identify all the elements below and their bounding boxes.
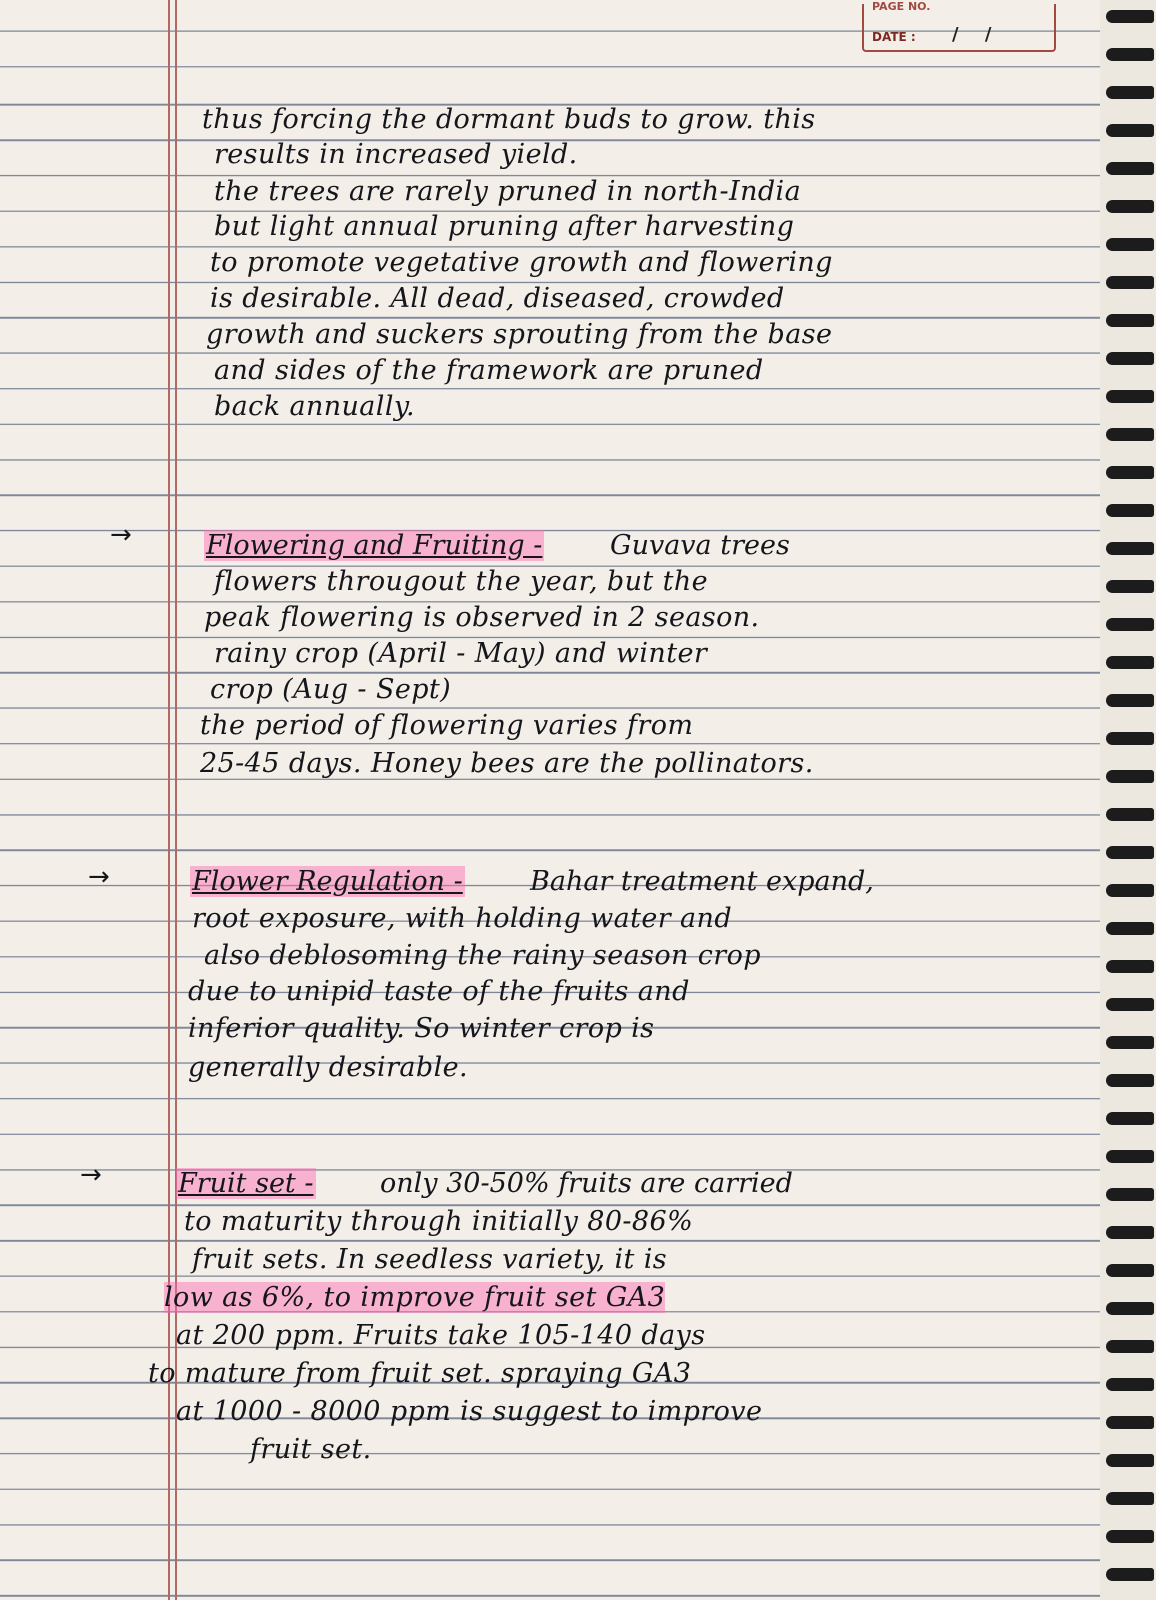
spiral-coil xyxy=(1106,1454,1154,1467)
spiral-coil xyxy=(1106,1264,1154,1277)
spiral-coil xyxy=(1106,1340,1154,1353)
section-heading-regulation: Flower Regulation - xyxy=(192,866,463,897)
text-line: the period of flowering varies from xyxy=(200,710,694,741)
page-number-label: PAGE NO. xyxy=(872,0,931,13)
spiral-coil xyxy=(1106,1416,1154,1429)
text-line: only 30-50% fruits are carried xyxy=(380,1168,793,1199)
spiral-coil xyxy=(1106,238,1154,251)
spiral-coil xyxy=(1106,352,1154,365)
spiral-coil xyxy=(1106,694,1154,707)
text-line: to promote vegetative growth and flowering xyxy=(210,247,833,278)
text-line: flowers througout the year, but the xyxy=(214,566,709,597)
spiral-coil xyxy=(1106,162,1154,175)
text-line: crop (Aug - Sept) xyxy=(210,674,452,705)
spiral-coil xyxy=(1106,542,1154,555)
bullet-arrow-icon: → xyxy=(88,862,110,892)
spiral-coil xyxy=(1106,656,1154,669)
spiral-coil xyxy=(1106,770,1154,783)
text-line: to mature from fruit set. spraying GA3 xyxy=(148,1358,692,1389)
text-line: is desirable. All dead, diseased, crowded xyxy=(210,283,785,314)
spiral-coil xyxy=(1106,1188,1154,1201)
spiral-coil xyxy=(1106,846,1154,859)
text-line: the trees are rarely pruned in north-India xyxy=(214,176,802,207)
date-value: / / xyxy=(952,24,1002,45)
spiral-coil xyxy=(1106,276,1154,289)
spiral-coil xyxy=(1106,10,1154,23)
spiral-coil xyxy=(1106,1568,1154,1581)
text-line: 25-45 days. Honey bees are the pollinators. xyxy=(200,748,814,779)
text-line: back annually. xyxy=(214,391,415,422)
text-line: thus forcing the dormant buds to grow. this xyxy=(202,104,816,135)
bullet-arrow-icon: → xyxy=(110,520,132,550)
text-line: root exposure, with holding water and xyxy=(192,903,733,934)
spiral-coil xyxy=(1106,808,1154,821)
text-line: Bahar treatment expand, xyxy=(530,866,874,897)
spiral-coil xyxy=(1106,1036,1154,1049)
spiral-coil xyxy=(1106,1530,1154,1543)
text-line: fruit set. xyxy=(250,1434,372,1465)
spiral-coil xyxy=(1106,580,1154,593)
spiral-coil xyxy=(1106,998,1154,1011)
spiral-coil xyxy=(1106,428,1154,441)
spiral-coil xyxy=(1106,1378,1154,1391)
bullet-arrow-icon: → xyxy=(80,1160,102,1190)
spiral-coil xyxy=(1106,618,1154,631)
spiral-coil xyxy=(1106,200,1154,213)
spiral-coil xyxy=(1106,884,1154,897)
date-box xyxy=(862,0,1056,52)
spiral-coil xyxy=(1106,124,1154,137)
text-line: to maturity through initially 80-86% xyxy=(184,1206,694,1237)
spiral-coil xyxy=(1106,86,1154,99)
spiral-coil xyxy=(1106,1112,1154,1125)
text-line: at 1000 - 8000 ppm is suggest to improve xyxy=(176,1396,763,1427)
text-line: at 200 ppm. Fruits take 105-140 days xyxy=(176,1320,706,1351)
section-heading-flowering: Flowering and Fruiting - xyxy=(206,530,543,561)
spiral-coil xyxy=(1106,1492,1154,1505)
text-line: inferior quality. So winter crop is xyxy=(188,1013,655,1044)
spiral-binding xyxy=(1100,0,1156,1600)
date-label: DATE : xyxy=(872,30,916,44)
spiral-coil xyxy=(1106,466,1154,479)
text-line: and sides of the framework are pruned xyxy=(214,355,764,386)
spiral-coil xyxy=(1106,1074,1154,1087)
spiral-coil xyxy=(1106,732,1154,745)
spiral-coil xyxy=(1106,1150,1154,1163)
text-line: due to unipid taste of the fruits and xyxy=(188,976,690,1007)
spiral-coil xyxy=(1106,960,1154,973)
spiral-coil xyxy=(1106,1302,1154,1315)
text-line: Guvava trees xyxy=(610,530,790,561)
text-line: rainy crop (April - May) and winter xyxy=(214,638,708,669)
text-line: results in increased yield. xyxy=(214,139,578,170)
text-line: low as 6%, to improve fruit set GA3 xyxy=(164,1282,666,1313)
section-heading-fruit-set: Fruit set - xyxy=(178,1168,314,1199)
spiral-coil xyxy=(1106,922,1154,935)
text-line: fruit sets. In seedless variety, it is xyxy=(192,1244,668,1275)
text-line: also deblosoming the rainy season crop xyxy=(204,940,761,971)
spiral-coil xyxy=(1106,390,1154,403)
text-line: peak flowering is observed in 2 season. xyxy=(204,602,760,633)
text-line: generally desirable. xyxy=(188,1052,468,1083)
spiral-coil xyxy=(1106,314,1154,327)
text-line: growth and suckers sprouting from the base xyxy=(206,319,833,350)
spiral-coil xyxy=(1106,48,1154,61)
text-line: but light annual pruning after harvesting xyxy=(214,211,795,242)
spiral-coil xyxy=(1106,504,1154,517)
spiral-coil xyxy=(1106,1226,1154,1239)
